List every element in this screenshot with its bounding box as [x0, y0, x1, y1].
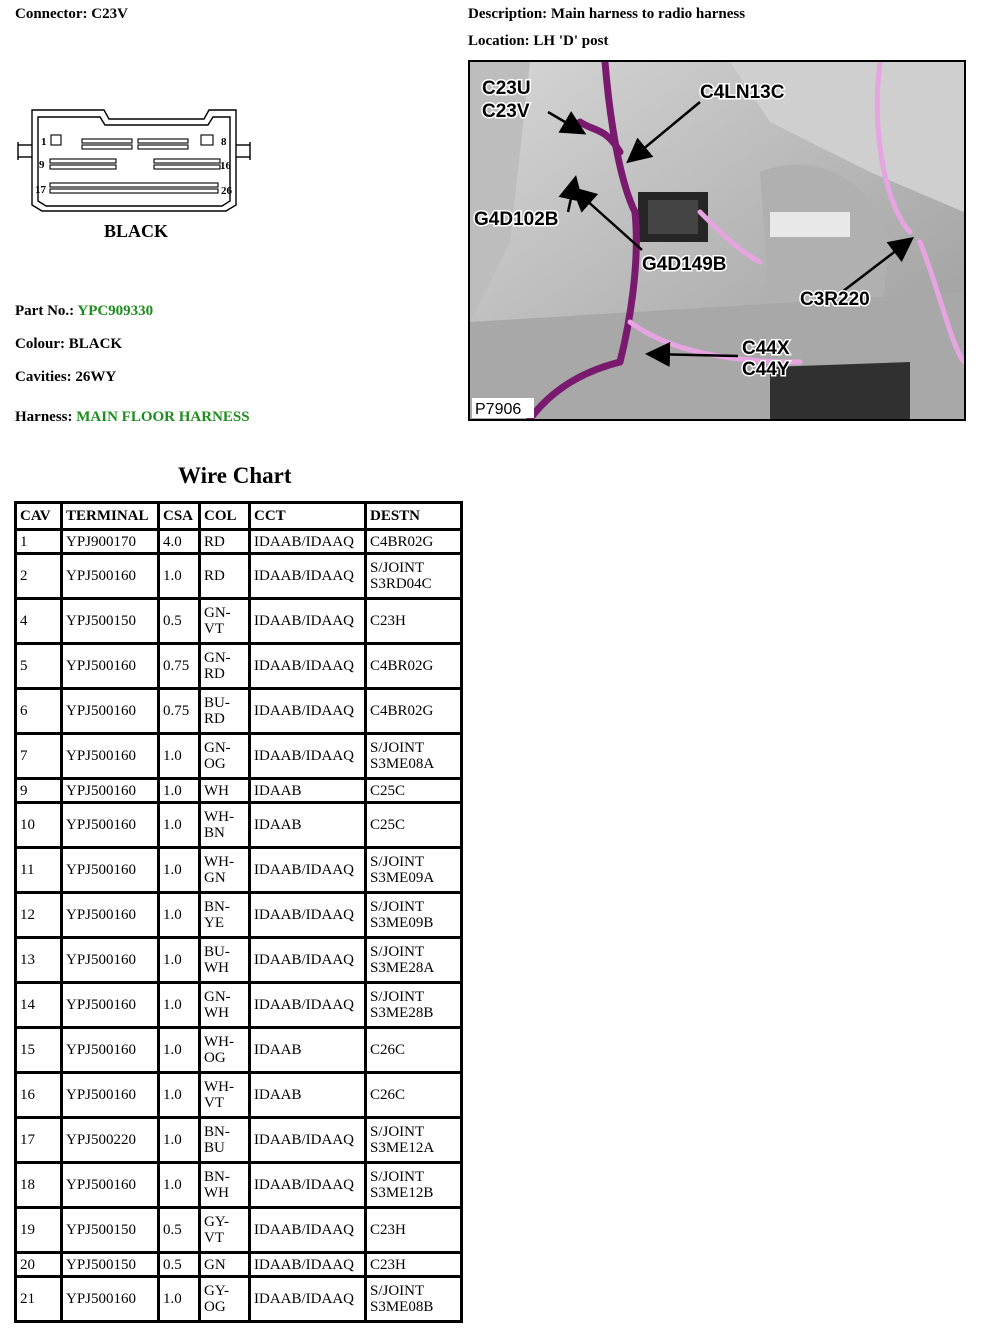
cell-cct: IDAAB/IDAAQ — [250, 1253, 366, 1277]
cell-terminal: YPJ500160 — [62, 779, 159, 803]
cell-col — [200, 599, 250, 644]
cell-cav: 9 — [16, 779, 62, 803]
harness-field — [15, 409, 250, 426]
cell-cct: IDAAB/IDAAQ — [250, 938, 366, 983]
cell-cav: 2 — [16, 554, 62, 599]
table-row — [16, 644, 462, 689]
wire-colour-text: WH-VT — [204, 1079, 234, 1111]
description-label: Description: — [468, 6, 548, 22]
cell-terminal: YPJ500160 — [62, 1028, 159, 1073]
table-row — [16, 779, 462, 803]
cell-csa: 1.0 — [159, 938, 200, 983]
wire-colour-text: BN-BU — [204, 1124, 230, 1156]
cell-destn: S/JOINT S3ME28B — [366, 983, 462, 1028]
cell-destn: S/JOINT S3ME08A — [366, 734, 462, 779]
cell-terminal: YPJ500160 — [62, 1163, 159, 1208]
cell-terminal: YPJ500220 — [62, 1118, 159, 1163]
cell-cav: 15 — [16, 1028, 62, 1073]
table-row — [16, 1277, 462, 1322]
wire-chart-title: Wire Chart — [178, 463, 292, 488]
cell-cav: 17 — [16, 1118, 62, 1163]
cell-cav: 11 — [16, 848, 62, 893]
cell-terminal: YPJ500160 — [62, 938, 159, 983]
cell-destn: C25C — [366, 779, 462, 803]
callout-g4d149b: G4D149B — [642, 254, 727, 275]
cell-col — [200, 1277, 250, 1322]
cell-col — [200, 938, 250, 983]
wire-colour-text: WH — [204, 782, 229, 799]
cell-csa: 1.0 — [159, 1163, 200, 1208]
table-row — [16, 893, 462, 938]
wire-colour-text: BU-WH — [204, 944, 230, 976]
cell-destn: S/JOINT S3ME08B — [366, 1277, 462, 1322]
wire-colour-text: GN-WH — [204, 989, 231, 1021]
cell-csa: 1.0 — [159, 848, 200, 893]
cell-destn: C23H — [366, 599, 462, 644]
cell-col — [200, 983, 250, 1028]
cell-cav: 12 — [16, 893, 62, 938]
cavities-label: Cavities: — [15, 369, 72, 385]
cell-csa: 0.5 — [159, 1253, 200, 1277]
cell-terminal: YPJ500150 — [62, 1208, 159, 1253]
cell-terminal: YPJ500160 — [62, 1277, 159, 1322]
table-row — [16, 734, 462, 779]
header-destn: DESTN — [366, 503, 462, 530]
cell-csa: 1.0 — [159, 779, 200, 803]
wire-colour-text: BN-YE — [204, 899, 230, 931]
wire-colour-text: RD — [204, 568, 225, 584]
cell-cct: IDAAB/IDAAQ — [250, 1208, 366, 1253]
cell-col — [200, 893, 250, 938]
table-row — [16, 599, 462, 644]
pin-17-label: 17 — [35, 184, 46, 196]
description-field — [468, 6, 745, 23]
cell-destn: C26C — [366, 1028, 462, 1073]
pin-1-label: 1 — [41, 136, 47, 148]
cell-destn: C4BR02G — [366, 530, 462, 554]
wire-colour-text: WH-GN — [204, 854, 234, 886]
wire-chart-table — [14, 501, 463, 1323]
callout-c23u: C23U — [482, 78, 531, 99]
callout-c3r220: C3R220 — [800, 289, 870, 310]
cell-destn: C23H — [366, 1253, 462, 1277]
header-csa: CSA — [159, 503, 200, 530]
cell-terminal: YPJ500160 — [62, 848, 159, 893]
cell-csa: 4.0 — [159, 530, 200, 554]
cell-col — [200, 644, 250, 689]
photo-reference: P7906 — [475, 401, 522, 418]
cell-destn: S/JOINT S3ME12B — [366, 1163, 462, 1208]
wire-colour-text: WH-OG — [204, 1034, 234, 1066]
wire-colour-text: WH-BN — [204, 809, 234, 841]
cavities-field — [15, 369, 116, 386]
cell-destn: S/JOINT S3ME09B — [366, 893, 462, 938]
connector-face-diagram — [14, 105, 264, 245]
description-value: Main harness to radio harness — [550, 6, 746, 22]
cell-csa: 0.5 — [159, 599, 200, 644]
table-row — [16, 1253, 462, 1277]
cell-cct: IDAAB — [250, 779, 366, 803]
cell-cct: IDAAB/IDAAQ — [250, 554, 366, 599]
cell-col — [200, 848, 250, 893]
table-row — [16, 530, 462, 554]
table-row — [16, 1163, 462, 1208]
cell-col — [200, 803, 250, 848]
cell-terminal: YPJ500160 — [62, 689, 159, 734]
table-row — [16, 848, 462, 893]
cell-destn: S/JOINT S3ME09A — [366, 848, 462, 893]
header-col: COL — [200, 503, 250, 530]
cell-col — [200, 1253, 250, 1277]
cell-terminal: YPJ500160 — [62, 554, 159, 599]
callout-c23v: C23V — [482, 101, 530, 122]
header-terminal: TERMINAL — [62, 503, 159, 530]
cell-csa: 1.0 — [159, 1073, 200, 1118]
cell-cct: IDAAB/IDAAQ — [250, 983, 366, 1028]
cell-destn: C26C — [366, 1073, 462, 1118]
cell-col — [200, 554, 250, 599]
pin-8-label: 8 — [221, 136, 227, 148]
cell-col — [200, 734, 250, 779]
cell-terminal: YPJ500160 — [62, 734, 159, 779]
cell-terminal: YPJ500160 — [62, 1073, 159, 1118]
cell-csa: 1.0 — [159, 1277, 200, 1322]
table-row — [16, 1208, 462, 1253]
cell-destn: C4BR02G — [366, 689, 462, 734]
cell-terminal: YPJ500150 — [62, 1253, 159, 1277]
wire-colour-text: GN — [204, 1256, 226, 1273]
table-row — [16, 554, 462, 599]
cell-csa: 1.0 — [159, 734, 200, 779]
cell-cct: IDAAB/IDAAQ — [250, 893, 366, 938]
wire-colour-text: BU-RD — [204, 695, 230, 727]
wire-colour-text: BN-WH — [204, 1169, 230, 1201]
cell-cct: IDAAB — [250, 1073, 366, 1118]
cell-cav: 6 — [16, 689, 62, 734]
cell-terminal: YPJ500160 — [62, 803, 159, 848]
cell-col — [200, 1163, 250, 1208]
cell-csa: 1.0 — [159, 803, 200, 848]
part-no-field — [15, 303, 153, 320]
cell-csa: 1.0 — [159, 554, 200, 599]
cell-col — [200, 1028, 250, 1073]
table-row — [16, 938, 462, 983]
cell-cct: IDAAB — [250, 1028, 366, 1073]
table-row — [16, 1118, 462, 1163]
callout-c4ln13c: C4LN13C — [700, 82, 785, 103]
cell-destn: S/JOINT S3RD04C — [366, 554, 462, 599]
callout-c44y: C44Y — [742, 359, 790, 380]
pin-9-label: 9 — [39, 159, 45, 171]
cell-csa: 1.0 — [159, 1118, 200, 1163]
cell-cav: 20 — [16, 1253, 62, 1277]
cell-cav: 16 — [16, 1073, 62, 1118]
cell-destn: C25C — [366, 803, 462, 848]
cell-cav: 7 — [16, 734, 62, 779]
cell-col — [200, 689, 250, 734]
harness-link[interactable]: MAIN FLOOR HARNESS — [76, 409, 250, 425]
cell-cct: IDAAB/IDAAQ — [250, 1118, 366, 1163]
colour-value: BLACK — [68, 336, 123, 352]
colour-label: Colour: — [15, 336, 65, 352]
wire-colour-text: GN-RD — [204, 650, 231, 682]
cell-csa: 1.0 — [159, 1028, 200, 1073]
cell-cct: IDAAB/IDAAQ — [250, 1163, 366, 1208]
header-cav: CAV — [16, 503, 62, 530]
part-no-link[interactable]: YPC909330 — [77, 303, 154, 319]
cavities-value: 26WY — [75, 369, 117, 385]
callout-c44x: C44X — [742, 338, 790, 359]
cell-csa: 0.5 — [159, 1208, 200, 1253]
cell-destn: S/JOINT S3ME28A — [366, 938, 462, 983]
connector-colour-label: BLACK — [104, 221, 169, 241]
cell-terminal: YPJ900170 — [62, 530, 159, 554]
callout-g4d102b: G4D102B — [474, 209, 559, 230]
cell-cct: IDAAB — [250, 803, 366, 848]
connector-field — [15, 6, 128, 23]
cell-terminal: YPJ500160 — [62, 983, 159, 1028]
cell-cav: 5 — [16, 644, 62, 689]
cell-csa: 1.0 — [159, 893, 200, 938]
wire-colour-text: GN-VT — [204, 605, 231, 637]
cell-cav: 10 — [16, 803, 62, 848]
cell-cct: IDAAB/IDAAQ — [250, 599, 366, 644]
colour-field — [15, 336, 122, 353]
cell-destn: C23H — [366, 1208, 462, 1253]
wire-colour-text: GY-OG — [204, 1283, 229, 1315]
wire-colour-text: GN-OG — [204, 740, 231, 772]
cell-destn: S/JOINT S3ME12A — [366, 1118, 462, 1163]
connector-label: Connector: — [15, 6, 88, 22]
location-photo — [468, 60, 966, 421]
table-row — [16, 983, 462, 1028]
cell-cav: 1 — [16, 530, 62, 554]
table-row — [16, 689, 462, 734]
table-row — [16, 1028, 462, 1073]
cell-csa: 1.0 — [159, 983, 200, 1028]
cell-cav: 14 — [16, 983, 62, 1028]
cell-col — [200, 1073, 250, 1118]
table-row — [16, 803, 462, 848]
cell-col — [200, 779, 250, 803]
cell-col — [200, 530, 250, 554]
cell-cct: IDAAB/IDAAQ — [250, 1277, 366, 1322]
cell-cav: 18 — [16, 1163, 62, 1208]
cell-cav: 19 — [16, 1208, 62, 1253]
part-no-label: Part No.: — [15, 303, 75, 319]
cell-csa: 0.75 — [159, 689, 200, 734]
header-cct: CCT — [250, 503, 366, 530]
cell-cav: 21 — [16, 1277, 62, 1322]
cell-cav: 4 — [16, 599, 62, 644]
harness-label: Harness: — [15, 409, 73, 425]
cell-terminal: YPJ500150 — [62, 599, 159, 644]
pin-26-label: 26 — [221, 185, 232, 197]
cell-cct: IDAAB/IDAAQ — [250, 734, 366, 779]
cell-cav: 13 — [16, 938, 62, 983]
cell-col — [200, 1118, 250, 1163]
table-row — [16, 1073, 462, 1118]
cell-terminal: YPJ500160 — [62, 893, 159, 938]
wire-chart-header-row — [16, 503, 462, 530]
cell-terminal: YPJ500160 — [62, 644, 159, 689]
location-label: Location: — [468, 33, 530, 49]
connector-value: C23V — [91, 6, 128, 22]
cell-destn: C4BR02G — [366, 644, 462, 689]
cell-cct: IDAAB/IDAAQ — [250, 848, 366, 893]
wire-colour-text: GY-VT — [204, 1214, 229, 1246]
cell-csa: 0.75 — [159, 644, 200, 689]
wire-colour-text: RD — [204, 533, 225, 550]
location-field — [468, 33, 608, 50]
pin-16-label: 16 — [220, 160, 231, 172]
cell-cct: IDAAB/IDAAQ — [250, 644, 366, 689]
cell-cct: IDAAB/IDAAQ — [250, 689, 366, 734]
cell-col — [200, 1208, 250, 1253]
cell-cct: IDAAB/IDAAQ — [250, 530, 366, 554]
location-value: LH 'D' post — [533, 33, 609, 49]
